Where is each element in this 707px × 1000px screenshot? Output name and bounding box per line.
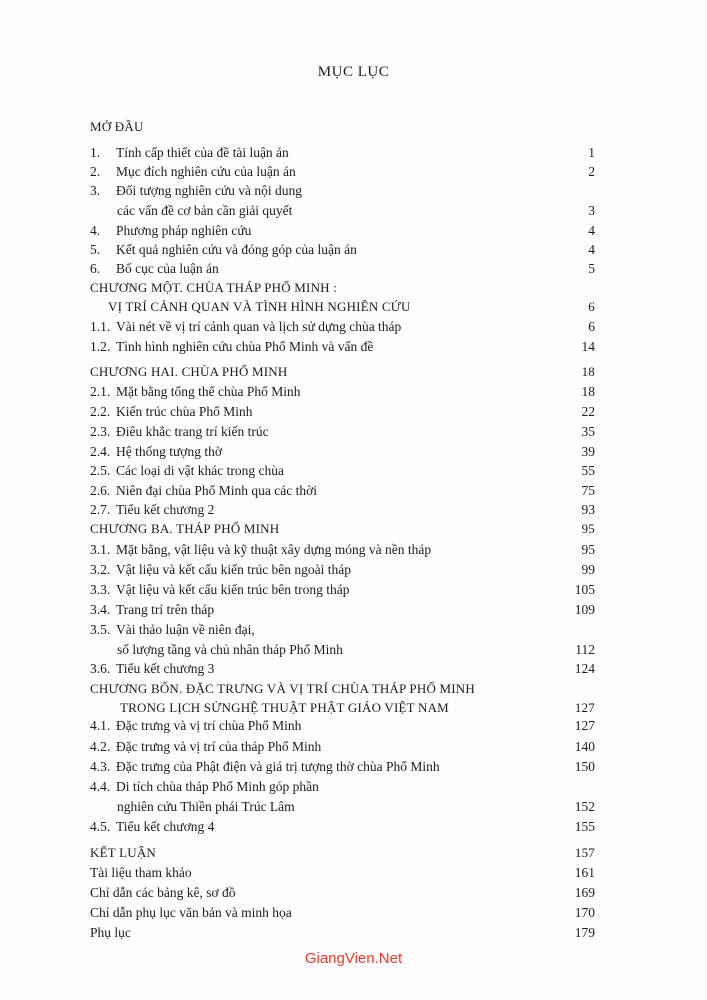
toc-entry <box>90 423 595 441</box>
toc-entry-page: 4 <box>588 242 595 257</box>
toc-entry-label: Kiến trúc chùa Phổ Minh <box>116 404 253 419</box>
toc-entry-page: 5 <box>588 261 595 276</box>
toc-entry <box>90 163 595 181</box>
toc-entry-label: Mặt bằng, vật liệu và kỹ thuật xây dựng móng và nền tháp <box>116 542 432 557</box>
toc-entry <box>90 844 595 862</box>
toc-entry-label: Tình hình nghiên cứu chùa Phổ Minh và vấn đề <box>116 339 374 354</box>
toc-entry-page: 161 <box>574 865 595 880</box>
toc-entry <box>90 864 595 882</box>
toc-entry-number: 4.2. <box>90 739 111 754</box>
toc-entry-number: 2.4. <box>90 444 111 459</box>
toc-entry <box>90 904 595 922</box>
toc-entry-number: 3. <box>90 183 101 198</box>
toc-entry-label: Mục đích nghiên cứu của luận án <box>116 164 296 179</box>
toc-entry-number: 1.2. <box>90 339 111 354</box>
toc-entry-label: Vật liệu và kết cấu kiến trúc bên trong tháp <box>116 582 350 597</box>
toc-entry-label: Chỉ dẫn phụ lục văn bản và minh họa <box>90 905 292 920</box>
toc-entry-page: 22 <box>581 404 595 419</box>
toc-entry-number: 4.1. <box>90 718 111 733</box>
toc-entry-label: CHƯƠNG HAI. CHÙA PHỔ MINH <box>90 364 288 379</box>
chapter-heading <box>90 363 595 381</box>
toc-entry-number: 4.4. <box>90 779 111 794</box>
toc-entry-number: 3.1. <box>90 542 111 557</box>
toc-entry-label: KẾT LUẬN <box>90 845 156 860</box>
toc-entry <box>90 318 595 336</box>
toc-entry-label: Trang trí trên tháp <box>116 602 215 617</box>
toc-entry-page: 124 <box>574 661 595 676</box>
toc-entry <box>90 818 595 836</box>
toc-entry-page: 150 <box>574 759 595 774</box>
toc-entry <box>90 621 595 639</box>
toc-entry <box>90 924 595 942</box>
toc-entry-page: 152 <box>574 799 595 814</box>
toc-entry-label: Đặc trưng và vị trí chùa Phổ Minh <box>116 718 302 733</box>
toc-entry <box>90 778 595 796</box>
toc-entry-page: 6 <box>588 319 595 334</box>
toc-entry-label: Các loại di vật khác trong chùa <box>116 463 284 478</box>
chapter-heading <box>90 680 595 698</box>
toc-entry-page: 95 <box>581 521 595 536</box>
toc-entry-page: 6 <box>588 299 595 314</box>
toc-entry-label: Tiểu kết chương 4 <box>116 819 215 834</box>
toc-entry <box>90 601 595 619</box>
toc-entry-label: Di tích chùa tháp Phổ Minh góp phần <box>116 779 319 794</box>
toc-entry-page: 140 <box>574 739 595 754</box>
toc-entry-page: 99 <box>581 562 595 577</box>
toc-entry-page: 55 <box>581 463 595 478</box>
toc-entry-label: TRONG LỊCH SỬNGHỆ THUẬT PHẬT GIÁO VIỆT NAM <box>120 700 449 715</box>
toc-entry <box>117 641 595 659</box>
toc-entry <box>90 758 595 776</box>
toc-entry-page: 93 <box>581 502 595 517</box>
toc-entry-page: 39 <box>581 444 595 459</box>
toc-entry-label: CHƯƠNG BA. THÁP PHỔ MINH <box>90 521 280 536</box>
toc-entry <box>90 462 595 480</box>
toc-entry <box>90 260 595 278</box>
toc-entry-page: 18 <box>581 364 595 379</box>
toc-entry-page: 3 <box>588 203 595 218</box>
toc-entry <box>90 541 595 559</box>
toc-entry-label: Điêu khắc trang trí kiến trúc <box>116 424 269 439</box>
toc-entry-label: CHƯƠNG BỐN. ĐẶC TRƯNG VÀ VỊ TRÍ CHÙA THÁP PHỔ MINH <box>90 681 475 696</box>
toc-entry <box>90 660 595 678</box>
toc-entry-label: số lượng tầng và chủ nhân tháp Phổ Minh <box>117 642 343 657</box>
toc-entry <box>90 338 595 356</box>
toc-entry-label: Vài nét về vị trí cảnh quan và lịch sử dựng chùa tháp <box>116 319 402 334</box>
toc-entry-page: 109 <box>574 602 595 617</box>
toc-entry-label: Niên đại chùa Phổ Minh qua các thời <box>116 483 317 498</box>
toc-entry-page: 14 <box>581 339 595 354</box>
toc-entry-page: 169 <box>574 885 595 900</box>
toc-entry-number: 1. <box>90 145 101 160</box>
toc-entry-number: 2. <box>90 164 101 179</box>
chapter-heading <box>108 298 595 316</box>
toc-entry-page: 105 <box>574 582 595 597</box>
toc-entry-number: 3.3. <box>90 582 111 597</box>
toc-entry-label: Hệ thống tượng thờ <box>116 444 222 459</box>
toc-entry-number: 2.5. <box>90 463 111 478</box>
toc-entry-number: 3.4. <box>90 602 111 617</box>
toc-entry-page: 35 <box>581 424 595 439</box>
toc-entry-label: Mặt bằng tổng thể chùa Phổ Minh <box>116 384 301 399</box>
toc-entry-label: MỞ ĐẦU <box>90 119 144 134</box>
toc-entry-label: Tài liệu tham khảo <box>90 865 192 880</box>
toc-entry-page: 95 <box>581 542 595 557</box>
toc-entry-page: 127 <box>574 718 595 733</box>
toc-entry <box>90 884 595 902</box>
toc-entry-label: các vấn đề cơ bản cần giải quyết <box>117 203 293 218</box>
toc-entry-label: Phụ lục <box>90 925 131 940</box>
toc-entry-label: Tính cấp thiết của đề tài luận án <box>116 145 289 160</box>
toc-entry-number: 4.5. <box>90 819 111 834</box>
toc-entry <box>90 581 595 599</box>
toc-entry-number: 4. <box>90 223 101 238</box>
toc-entry <box>90 403 595 421</box>
toc-entry <box>90 501 595 519</box>
toc-entry <box>90 443 595 461</box>
toc-entry-page: 18 <box>581 384 595 399</box>
toc-entry-number: 2.1. <box>90 384 111 399</box>
toc-entry-label: Đối tượng nghiên cứu và nội dung <box>116 183 303 198</box>
toc-entry-page: 127 <box>574 700 595 715</box>
toc-entry-page: 4 <box>588 223 595 238</box>
toc-entry <box>90 561 595 579</box>
watermark-text: GiangVien.Net <box>304 950 403 967</box>
toc-entry-label: Vài thảo luận về niên đại, <box>116 622 255 637</box>
toc-entry-number: 2.3. <box>90 424 111 439</box>
toc-entry-label: Vật liệu và kết cấu kiến trúc bên ngoài tháp <box>116 562 352 577</box>
chapter-heading <box>90 520 595 538</box>
toc-entry-page: 2 <box>588 164 595 179</box>
toc-entry-page: 179 <box>574 925 595 940</box>
toc-entry <box>90 241 595 259</box>
toc-entry-label: Tiểu kết chương 3 <box>116 661 215 676</box>
toc-entry-label: VỊ TRÍ CẢNH QUAN VÀ TÌNH HÌNH NGHIÊN CỨU <box>108 299 411 314</box>
chapter-heading <box>120 699 595 717</box>
toc-entry <box>90 383 595 401</box>
toc-entry-page: 157 <box>574 845 595 860</box>
toc-entry-label: Chỉ dẫn các bảng kê, sơ đồ <box>90 885 236 900</box>
toc-entry <box>117 798 595 816</box>
toc-entry-number: 4.3. <box>90 759 111 774</box>
toc-entry-page: 1 <box>588 145 595 160</box>
toc-entry <box>90 182 595 200</box>
page-title: MỤC LỤC <box>317 64 390 80</box>
toc-entry-number: 6. <box>90 261 101 276</box>
toc-entry-label: Phương pháp nghiên cứu <box>116 223 252 238</box>
toc-entry-number: 2.6. <box>90 483 111 498</box>
toc-entry <box>90 222 595 240</box>
toc-entry-label: Bố cục của luận án <box>116 261 219 276</box>
toc-entry <box>90 738 595 756</box>
toc-entry <box>90 482 595 500</box>
toc-entry-number: 2.2. <box>90 404 111 419</box>
toc-entry <box>117 202 595 220</box>
toc-entry-label: nghiên cứu Thiền phái Trúc Lâm <box>117 799 295 814</box>
toc-entry-number: 5. <box>90 242 101 257</box>
toc-entry <box>90 144 595 162</box>
toc-entry-number: 2.7. <box>90 502 111 517</box>
chapter-heading <box>90 279 595 297</box>
toc-entry-page: 170 <box>574 905 595 920</box>
toc-entry-number: 3.6. <box>90 661 111 676</box>
toc-entry-label: Tiểu kết chương 2 <box>116 502 215 517</box>
toc-entry <box>90 717 595 735</box>
toc-entry-page: 112 <box>575 642 595 657</box>
toc-entry-page: 75 <box>581 483 595 498</box>
toc-entry-number: 3.5. <box>90 622 111 637</box>
toc-entry-number: 3.2. <box>90 562 111 577</box>
toc-entry-label: CHƯƠNG MỘT. CHÙA THÁP PHỔ MINH : <box>90 280 338 295</box>
toc-entry-label: Kết quả nghiên cứu và đóng góp của luận án <box>116 242 357 257</box>
toc-entry-label: Đặc trưng và vị trí của tháp Phổ Minh <box>116 739 322 754</box>
toc-entry-page: 155 <box>574 819 595 834</box>
toc-entry-label: Đặc trưng của Phật điện và giá trị tượng thờ chùa Phổ Minh <box>116 759 440 774</box>
toc-entry <box>90 118 595 136</box>
toc-entry-number: 1.1. <box>90 319 111 334</box>
